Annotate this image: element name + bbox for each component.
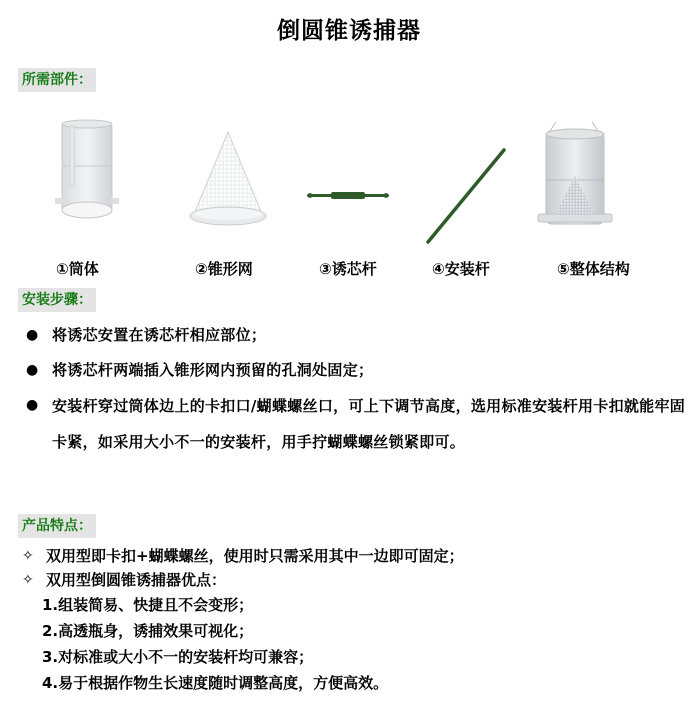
diamond-star-icon: ✧ xyxy=(22,572,34,588)
part-label-5: ⑤整体结构 xyxy=(557,260,630,278)
install-step: ● 安装杆穿过筒体边上的卡扣口/蝴蝶螺丝口，可上下调节高度，选用标准安装杆用卡扣就能牢固卡紧，如采用大小不一的安装杆，用手拧蝴蝶螺丝锁紧即可。 xyxy=(26,388,686,460)
advantages-list xyxy=(42,592,682,696)
cone-net-image xyxy=(188,130,268,230)
mounting-rod-image xyxy=(424,146,508,246)
assembled-trap-image xyxy=(534,122,616,234)
install-step: ● 将诱芯安置在诱芯杆相应部位； xyxy=(26,318,686,353)
feature-item: ✧ 双用型倒圆锥诱捕器优点： xyxy=(22,568,682,592)
cylinder-body-image xyxy=(52,118,122,223)
advantage-item: 2.高透瓶身，诱捕效果可视化； xyxy=(42,622,254,640)
feature-item: ✧ 双用型即卡扣+蝴蝶螺丝，使用时只需采用其中一边即可固定； xyxy=(22,544,682,568)
advantage-item: 1.组装简易、快捷且不会变形； xyxy=(42,596,254,614)
part-label-3: ③诱芯杆 xyxy=(319,260,377,278)
advantage-item: 4.易于根据作物生长速度随时调整高度，方便高效。 xyxy=(42,674,389,692)
bullet-icon: ● xyxy=(26,397,39,413)
features-list xyxy=(22,544,682,696)
lure-rod-image xyxy=(307,190,389,202)
part-label-2: ②锥形网 xyxy=(195,260,253,278)
parts-gallery xyxy=(0,110,698,285)
part-label-4: ④安装杆 xyxy=(432,260,490,278)
install-step: ● 将诱芯杆两端插入锥形网内预留的孔洞处固定； xyxy=(26,353,686,388)
bullet-icon: ● xyxy=(26,362,39,378)
part-label-1: ①筒体 xyxy=(56,260,99,278)
diamond-star-icon: ✧ xyxy=(22,548,34,564)
page-title: 倒圆锥诱捕器 xyxy=(277,18,421,44)
install-steps-list xyxy=(26,318,686,460)
install-heading: 安装步骤： xyxy=(18,288,96,312)
advantage-item: 3.对标准或大小不一的安装杆均可兼容； xyxy=(42,648,314,666)
bullet-icon: ● xyxy=(26,327,39,343)
features-heading: 产品特点： xyxy=(18,514,96,538)
parts-heading: 所需部件： xyxy=(18,68,96,92)
